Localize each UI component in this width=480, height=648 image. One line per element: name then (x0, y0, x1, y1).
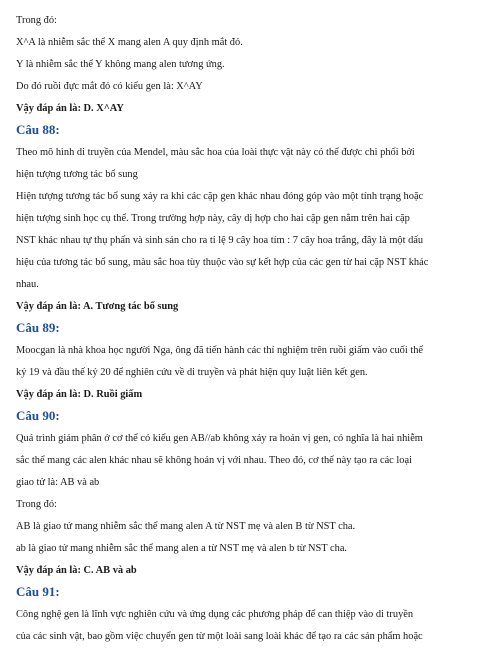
answer-line: Vậy đáp án là: A. Tương tác bổ sung (16, 301, 179, 312)
text-line: hiện tượng sinh học cụ thể. Trong trường hợp này, cây dị hợp cho hai cặp gen nằm trên hai cặp (16, 213, 410, 224)
text-line: X^A là nhiễm sắc thể X mang alen A quy định mắt đỏ. (16, 37, 243, 48)
question-heading: Câu 91: (16, 584, 60, 599)
text-line: Quá trình giảm phân ở cơ thể có kiểu gen AB//ab không xảy ra hoán vị gen, có nghĩa là hai nhiễm (16, 433, 423, 444)
text-line: của các sinh vật, bao gồm việc chuyển gen từ một loài sang loài khác để tạo ra các sản phẩm hoặc (16, 631, 423, 642)
text-line: AB là giao tử mang nhiễm sắc thể mang alen A từ NST mẹ và alen B từ NST cha. (16, 521, 356, 532)
text-line: kỷ 19 và đầu thế kỷ 20 để nghiên cứu về di truyền và phát hiện quy luật liên kết gen. (16, 367, 368, 378)
text-line: giao tử là: AB và ab (16, 477, 100, 488)
text-line: hiệu của tương tác bổ sung, màu sắc hoa tùy thuộc vào sự kết hợp của các gen từ hai cặp NST khác (16, 257, 429, 268)
text-line: hiện tượng tương tác bổ sung (16, 169, 138, 180)
text-line: Hiện tượng tương tác bổ sung xảy ra khi các cặp gen khác nhau đóng góp vào một tính trạng hoặc (16, 191, 424, 202)
question-heading: Câu 89: (16, 320, 60, 335)
text-line: Trong đó: (16, 15, 57, 26)
text-line: Theo mô hình di truyền của Mendel, màu sắc hoa của loài thực vật này có thể được chi phối bởi (16, 147, 415, 158)
text-line: Do đó ruồi đực mắt đỏ có kiểu gen là: X^AY (16, 81, 203, 92)
answer-line: Vậy đáp án là: C. AB và ab (16, 565, 137, 576)
text-line: sắc thể mang các alen khác nhau sẽ không hoán vị với nhau. Theo đó, cơ thể này tạo ra các loại (16, 455, 412, 466)
text-line: ab là giao tử mang nhiễm sắc thể mang alen a từ NST mẹ và alen b từ NST cha. (16, 543, 348, 554)
text-line: Y là nhiễm sắc thể Y không mang alen tương ứng. (16, 59, 225, 70)
question-heading: Câu 88: (16, 122, 60, 137)
question-heading: Câu 90: (16, 408, 60, 423)
text-line: Moocgan là nhà khoa học người Nga, ông đã tiến hành các thí nghiệm trên ruồi giấm vào cuối thế (16, 345, 424, 356)
text-line: Trong đó: (16, 499, 57, 510)
text-line: nhau. (16, 279, 39, 290)
text-line: Công nghệ gen là lĩnh vực nghiên cứu và ứng dụng các phương pháp để can thiệp vào di truyền (16, 609, 414, 620)
answer-line: Vậy đáp án là: D. Ruồi giấm (16, 389, 143, 400)
text-line: NST khác nhau tự thụ phấn và sinh sản cho ra tỉ lệ 9 cây hoa tím : 7 cây hoa trắng, đây là một dấu (16, 235, 424, 246)
answer-line: Vậy đáp án là: D. X^AY (16, 103, 124, 114)
